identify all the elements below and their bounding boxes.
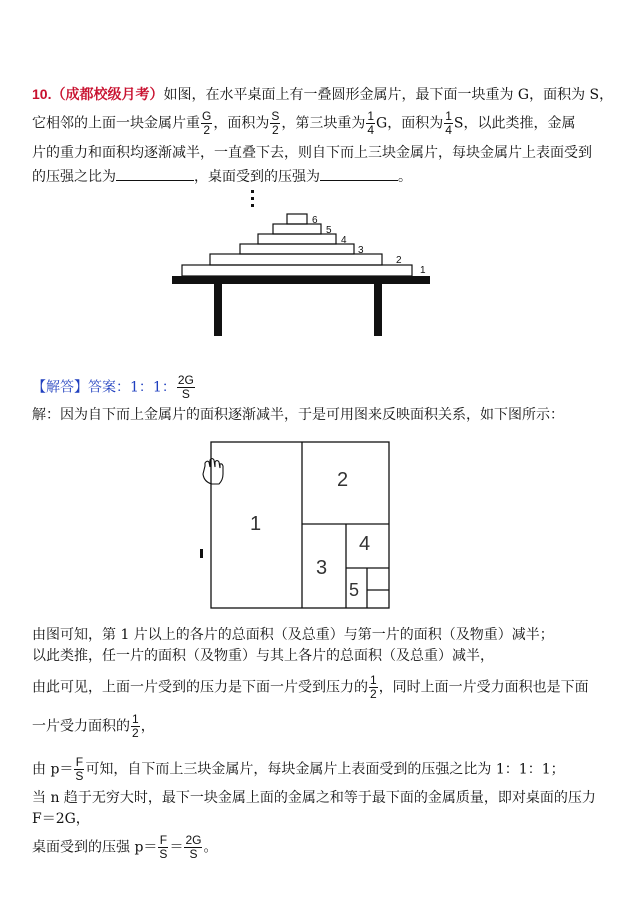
area-label-4: 4 (359, 533, 371, 555)
answer-line (32, 374, 196, 401)
frac-den: S (75, 769, 84, 783)
half-fraction (369, 674, 378, 701)
answer-fraction (177, 374, 195, 401)
problem-line-3: 片的重力和面积均逐渐减半，一直叠下去，则自下而上三块金属片，每块金属片上表面受到 (32, 145, 592, 161)
solution-p2: 以此类推，任一片的面积（及物重）与其上各片的总面积（及总重）减半， (32, 648, 494, 664)
answer-blank-2 (320, 166, 398, 181)
problem-text-2a: 它相邻的上面一块金属片重 (32, 115, 200, 132)
fraction-g-half (201, 110, 212, 137)
problem-text-2e: S，以此类推，金属 (453, 115, 576, 132)
frac-den: S (159, 847, 168, 861)
solution-p6: 当 n 趋于无穷大时，最下一块金属上面的金属之和等于最下面的金属质量，即对桌面的压力 (32, 790, 596, 806)
solution-p7: F＝2G， (32, 811, 90, 827)
problem-source: （成都校级月考） (51, 87, 164, 103)
problem-line-4 (32, 166, 412, 187)
half-fraction-2 (131, 713, 140, 740)
disc-6 (287, 214, 307, 224)
continuation-dots (251, 190, 254, 207)
table-top (172, 276, 430, 284)
solution-p1: 由图可知，第 1 片以上的各片的总面积（及总重）与第一片的面积（及物重）减半； (32, 627, 554, 643)
frac-num: 2G (185, 833, 202, 847)
frac-num: S (271, 109, 280, 123)
frac-den: 2 (132, 726, 139, 740)
frac-num: 1 (445, 109, 452, 123)
frac-den: 4 (445, 123, 452, 137)
solution-p8-equals: ＝ (169, 839, 184, 856)
answer-blank-1 (116, 166, 194, 181)
frac-den: 2 (370, 687, 377, 701)
disc-4 (258, 234, 336, 244)
area-label-3: 3 (316, 557, 328, 579)
pressure-fraction-2 (158, 834, 168, 861)
disc-label-4: 4 (341, 235, 347, 246)
problem-text-1: 如图，在水平桌面上有一叠圆形金属片，最下面一块重为 G，面积为 S， (163, 87, 614, 103)
solution-p4b: ， (140, 718, 155, 735)
table-leg-left (214, 284, 222, 336)
problem-line-2 (32, 110, 576, 137)
problem-text-2b: ，面积为 (213, 115, 270, 132)
solution-p3b: ，同时上面一片受力面积也是下面 (378, 679, 589, 696)
frac-den: 4 (367, 123, 375, 137)
area-label-5: 5 (349, 580, 360, 600)
disc-3 (240, 244, 354, 254)
disc-label-1: 1 (420, 265, 426, 276)
solution-p4a: 一片受力面积的 (32, 718, 130, 735)
fraction-quarter-2 (444, 110, 453, 137)
disc-label-2: 2 (396, 255, 402, 266)
fraction-quarter (366, 110, 375, 137)
disc-label-3: 3 (358, 245, 364, 256)
problem-text-4c: 。 (398, 169, 412, 185)
frac-den: S (189, 847, 198, 861)
disc-label-6: 6 (312, 215, 318, 226)
area-halving-figure (195, 440, 395, 615)
disc-1 (182, 265, 412, 276)
solution-p3 (32, 674, 589, 701)
area-label-1: 1 (250, 513, 262, 535)
problem-text-2d: G，面积为 (376, 115, 444, 132)
solution-intro: 解：因为自下而上金属片的面积逐渐减半，于是可用图来反映面积关系，如下图所示： (32, 407, 564, 423)
solution-p5b: 可知，自下而上三块金属片，每块金属片上表面受到的压强之比为 1：1：1； (85, 761, 565, 778)
solution-p5a: 由 p＝ (32, 761, 74, 778)
disc-label-5: 5 (326, 225, 332, 236)
frac-num: 1 (132, 712, 139, 726)
solution-p5 (32, 756, 565, 783)
problem-text-2c: ，第三块重为 (281, 115, 366, 132)
area-outer-square (211, 442, 389, 608)
area-label-2: 2 (337, 469, 349, 491)
solution-p8c: 。 (203, 839, 218, 856)
frac-num: 2G (177, 373, 194, 387)
problem-text-4a: 的压强之比为 (32, 169, 116, 185)
solution-p8 (32, 834, 217, 861)
cursor-mark (200, 549, 203, 558)
hand-cursor-icon (203, 459, 223, 485)
solution-p3a: 由此可见，上面一片受到的压力是下面一片受到压力的 (32, 679, 368, 696)
frac-num: F (75, 755, 84, 769)
frac-den: 2 (203, 123, 211, 137)
answer-lead: 答案：1：1： (88, 379, 176, 396)
frac-den: 2 (272, 123, 279, 137)
problem-line-1 (32, 84, 613, 105)
stack-on-table-figure (160, 188, 440, 343)
disc-2 (210, 254, 382, 265)
frac-num: G (202, 109, 212, 123)
frac-num: 1 (370, 673, 377, 687)
solution-p8a: 桌面受到的压强 p＝ (32, 839, 158, 856)
answer-tag: 【解答】 (32, 379, 88, 396)
pressure-fraction-3 (184, 834, 202, 861)
solution-p4 (32, 713, 155, 740)
problem-text-4b: ，桌面受到的压强为 (194, 169, 320, 185)
frac-num: F (159, 833, 168, 847)
problem-number: 10. (32, 86, 52, 102)
fraction-s-half (270, 110, 280, 137)
frac-den: S (181, 387, 190, 401)
frac-num: 1 (367, 109, 375, 123)
table-leg-right (374, 284, 382, 336)
pressure-fraction (74, 756, 84, 783)
